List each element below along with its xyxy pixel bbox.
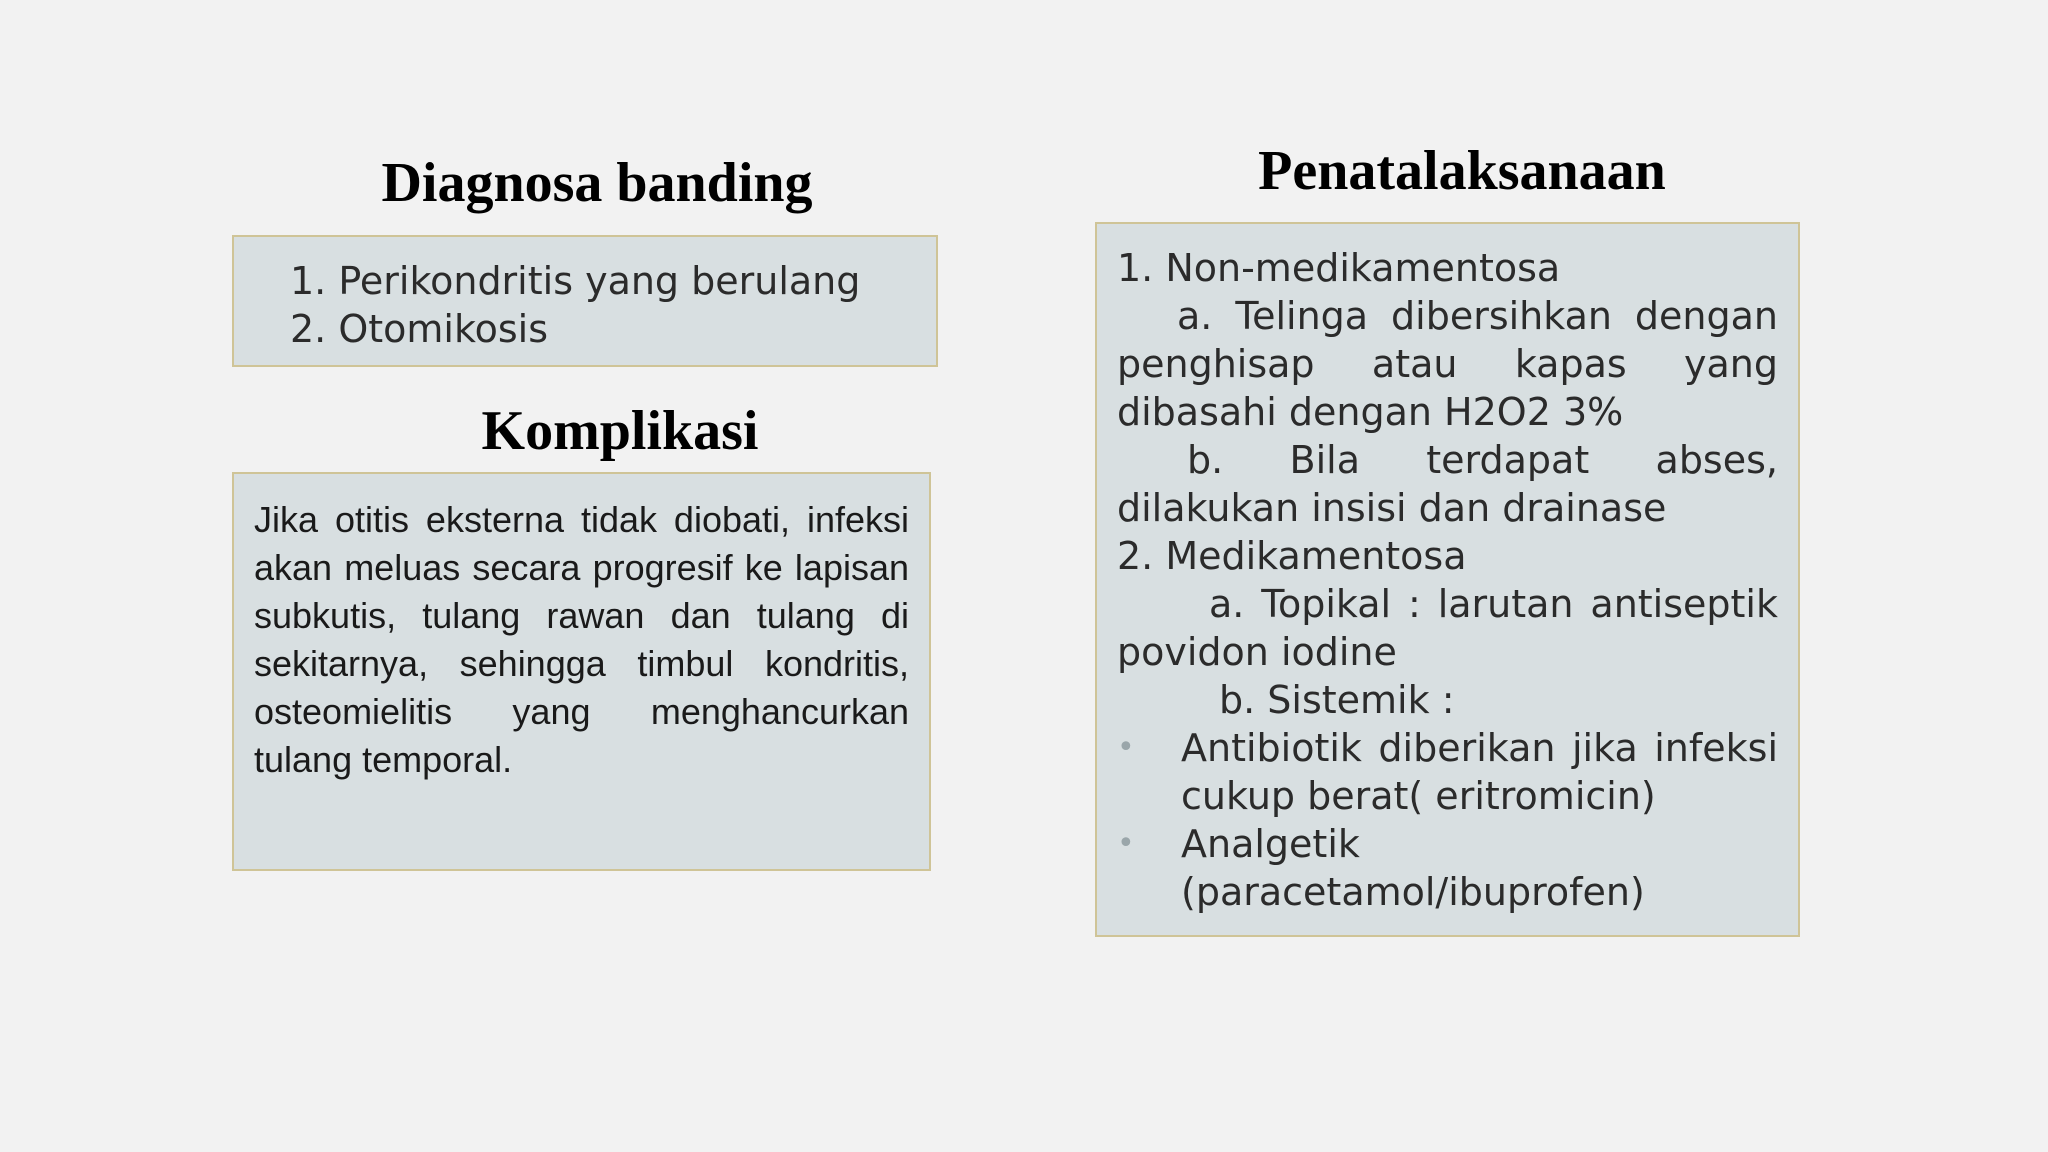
- diagnosa-item-2: 2. Otomikosis: [290, 307, 549, 351]
- non-medikamentosa-a: a. Telinga dibersihkan dengan penghisap atau kapas yang dibasahi dengan H2O2 3%: [1117, 294, 1778, 434]
- komplikasi-text: Jika otitis eksterna tidak diobati, infeksi akan meluas secara progresif ke lapisan subkutis, tulang rawan dan tulang di sekitarnya, sehingga timbul kondritis, osteomielitis yang menghancurkan tulang temporal.: [254, 499, 909, 780]
- diagnosa-item-1: 1. Perikondritis yang berulang: [290, 259, 861, 303]
- bullet-dot-icon: •: [1117, 826, 1135, 861]
- penatalaksanaan-title: Penatalaksanaan: [1258, 140, 1666, 202]
- penatalaksanaan-box: [1095, 222, 1800, 937]
- bullet-dot-icon: •: [1117, 730, 1135, 765]
- bullet-item: [1117, 820, 1778, 916]
- komplikasi-title: Komplikasi: [481, 400, 759, 462]
- medikamentosa-heading: 2. Medikamentosa: [1117, 534, 1467, 578]
- medikamentosa-b: b. Sistemik :: [1219, 678, 1455, 722]
- non-medikamentosa-b: b. Bila terdapat abses, dilakukan insisi dan drainase: [1117, 438, 1778, 530]
- bullet-item: [1117, 724, 1778, 820]
- bullet-text: Antibiotik diberikan jika infeksi cukup berat( eritromicin): [1181, 726, 1778, 818]
- komplikasi-box: [232, 472, 931, 871]
- medikamentosa-a: a. Topikal : larutan antiseptik povidon iodine: [1117, 582, 1778, 674]
- non-medikamentosa-heading: 1. Non-medikamentosa: [1117, 246, 1561, 290]
- diagnosa-banding-title: Diagnosa banding: [381, 152, 813, 214]
- bullet-text: Analgetik (paracetamol/ibuprofen): [1181, 822, 1645, 914]
- diagnosa-banding-box: [232, 235, 938, 367]
